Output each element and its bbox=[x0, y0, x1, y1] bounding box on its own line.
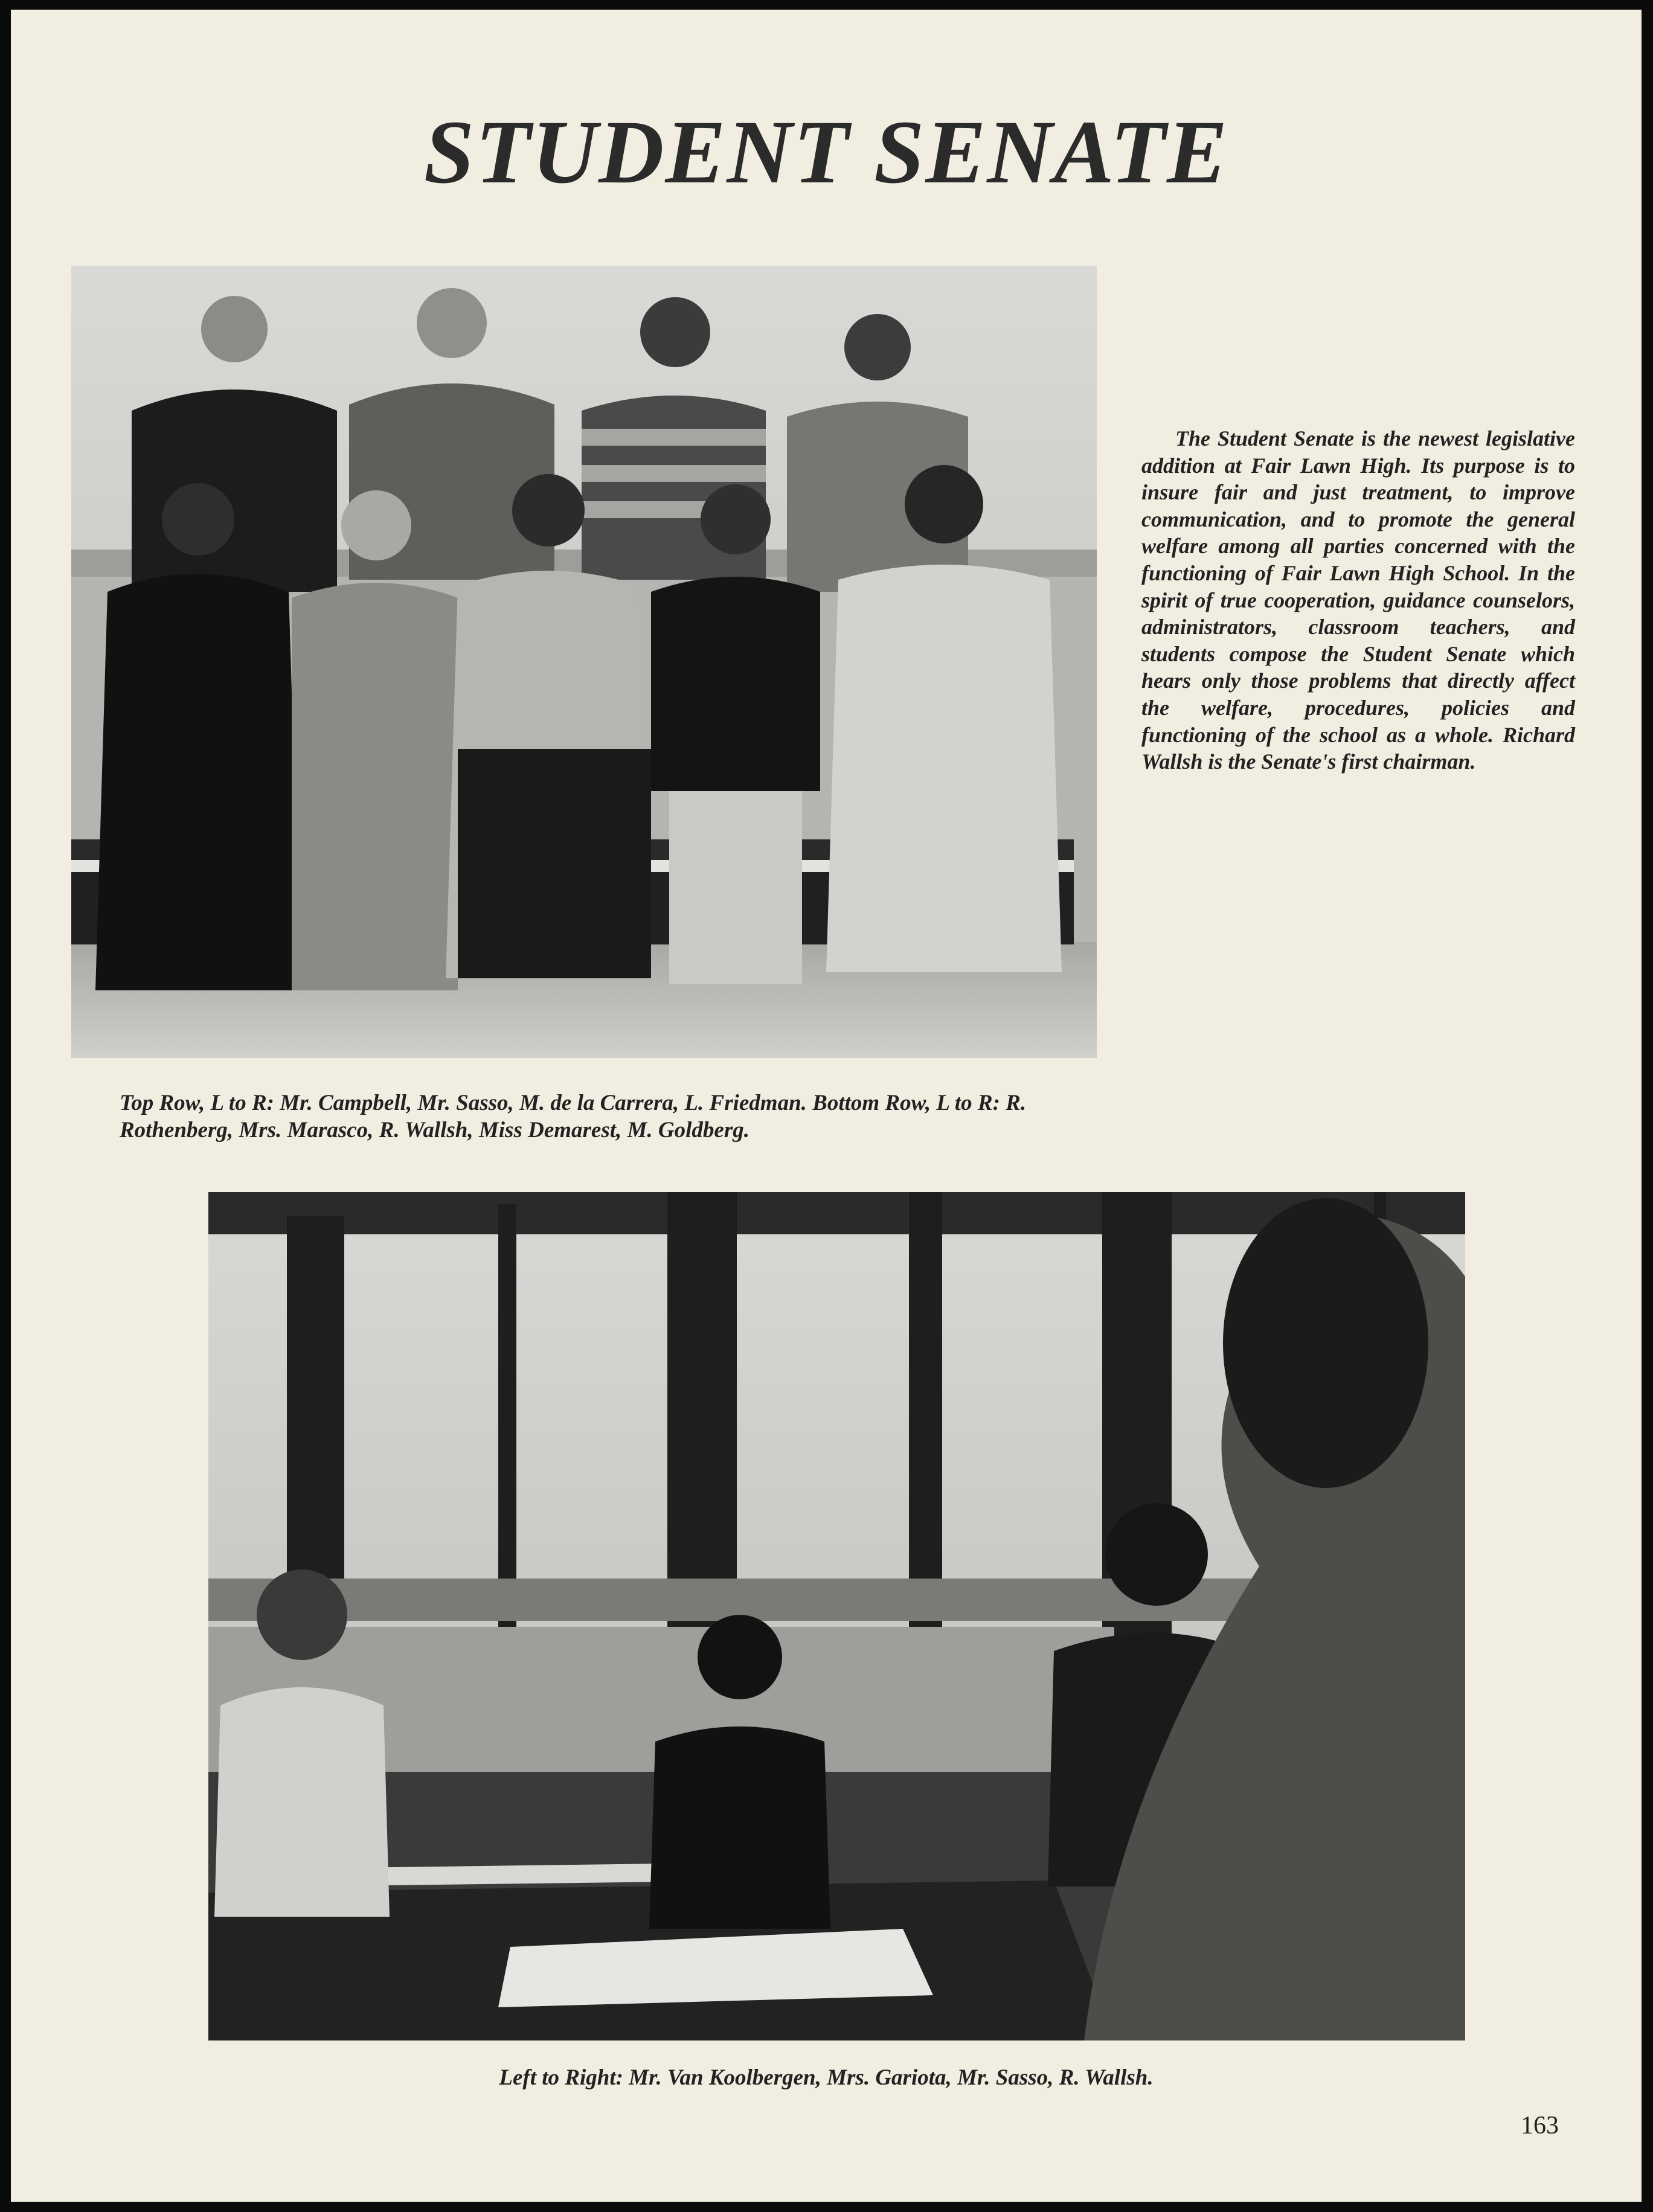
group-photo-image bbox=[71, 266, 1097, 1058]
group-photo bbox=[71, 266, 1097, 1058]
senate-description: The Student Senate is the newest legislative addition at Fair Lawn High. Its purpose is to insure fair and just treatment, to improve communication, and to promote the general welfare among all parties concerned with the functioning of Fair Lawn High School. In the spirit of true cooperation, guidance counselors, administrators, classroom teachers, and students compose the Student Senate which hears only those problems that directly affect the welfare, procedures, policies and functioning of the school as a whole. Richard Wallsh is the Senate's first chairman. bbox=[1141, 426, 1575, 774]
page-title: STUDENT SENATE bbox=[423, 102, 1229, 202]
meeting-photo bbox=[208, 1192, 1465, 2040]
meeting-photo-caption: Left to Right: Mr. Van Koolbergen, Mrs. Gariota, Mr. Sasso, R. Wallsh. bbox=[499, 2065, 1154, 2090]
yearbook-page bbox=[11, 10, 1642, 2202]
meeting-photo-image bbox=[208, 1192, 1465, 2040]
group-photo-caption: Top Row, L to R: Mr. Campbell, Mr. Sasso, M. de la Carrera, L. Friedman. Bottom Row, L to R: R. Rothenberg, Mrs. Marasco, R. Wallsh, Miss Demarest, M. Goldberg. bbox=[120, 1091, 1027, 1143]
page-number: 163 bbox=[1521, 2112, 1559, 2140]
